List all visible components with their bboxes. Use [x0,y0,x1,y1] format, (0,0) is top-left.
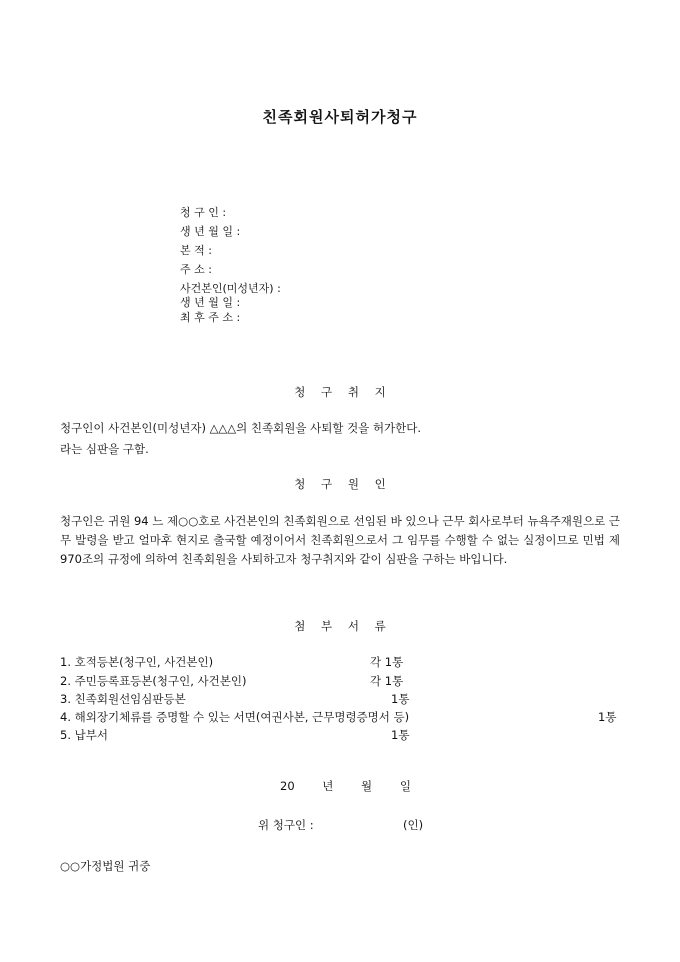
attachment-item-label: 3. 친족회원선임심판등본 [60,692,186,706]
attachments-heading: 첨 부 서 류 [294,619,386,633]
attachment-item-label: 5. 납부서 [60,728,108,742]
attachment-item-count: 1통 [391,692,410,706]
purpose-line-2: 라는 심판을 구함. [60,442,149,456]
cause-paragraph: 청구인은 귀원 94 느 제○○호로 사건본인의 친족회원으로 선임된 바 있으나 근무 회사로부터 뉴욕주재원으로 근무 발령을 받고 얼마후 현지로 출국할 예정이어서 친족회원으로서 그 임무를 수행할 수 없는 실정이므로 민법 제970조의 규정에 의하여 친족회원을 사퇴하고자 청구취지와 같이 심판을 구하는 바입니다. [60,514,620,566]
attachment-item-count: 1통 [598,710,617,724]
attachment-item-label: 4. 해외장기체류를 증명할 수 있는 서면(여권사본, 근무명령증명서 등) [60,710,410,724]
registered-domicile-label: 본 적 : [180,244,212,257]
claimant-label: 청 구 인 : [180,206,227,219]
attachment-item-count: 각 1통 [370,674,404,688]
subject-person-label: 사건본인(미성년자) : [180,282,281,295]
purpose-line-1: 청구인이 사건본인(미성년자) △△△의 친족회원을 사퇴할 것을 허가한다. [60,421,422,435]
document-date: 20 년 월 일 [280,779,411,793]
attachment-item-label: 2. 주민등록표등본(청구인, 사건본인) [60,674,247,688]
cause-heading: 청 구 원 인 [294,477,386,491]
court-name: ○○가정법원 귀중 [60,859,151,873]
subject-birthdate-label: 생 년 월 일 : [180,296,241,309]
claimant-birthdate-label: 생 년 월 일 : [180,225,241,238]
attachment-item-label: 1. 호적등본(청구인, 사건본인) [60,655,214,669]
signature-label: 위 청구인 : [258,818,314,832]
purpose-heading: 청 구 취 지 [294,385,386,399]
attachment-item-count: 1통 [391,728,410,742]
attachment-item-count: 각 1통 [370,655,404,669]
last-address-label: 최 후 주 소 : [180,311,241,324]
document-title: 친족회원사퇴허가청구 [262,108,418,126]
seal-mark: (인) [403,818,424,832]
address-label: 주 소 : [180,263,212,276]
